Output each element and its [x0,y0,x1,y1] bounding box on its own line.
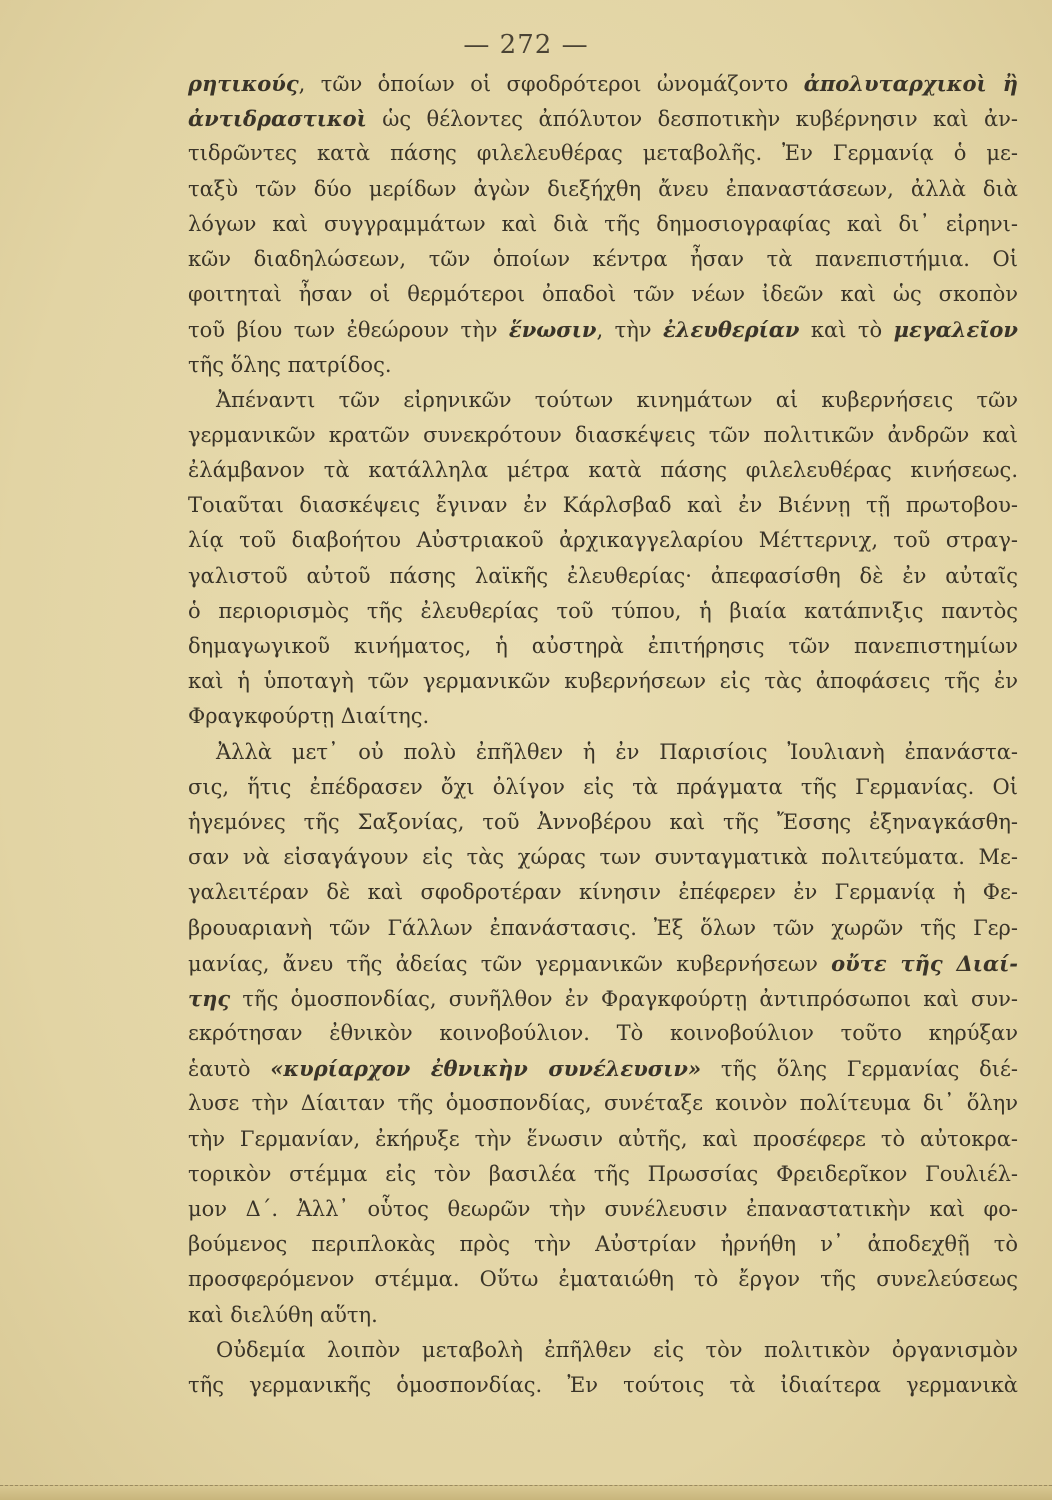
text-line [188,699,1018,734]
text-run: , τῶν ὁποίων οἱ σφοδρότεροι ὠνομάζοντο [298,72,804,96]
text-line [188,1298,1018,1333]
text-line [188,735,1018,770]
text-run: Οὐδεμία λοιπὸν μεταβολὴ ἐπῆλθεν εἰς τὸν πολιτικὸν ὀργανισμὸν [216,1337,1018,1362]
text-run: λόγων καὶ συγγραμμάτων καὶ διὰ τῆς δημοσιογραφίας καὶ δι᾽ εἰρηνι- [188,211,1018,236]
text-run: ταξὺ τῶν δύο μερίδων ἀγὼν διεξήχθη ἄνευ ἐπαναστάσεων, ἀλλὰ διὰ [188,176,1018,201]
text-run: τορικὸν στέμμα εἰς τὸν βασιλέα τῆς Πρωσσίας Φρειδερῖκον Γουλιέλ- [188,1161,1018,1186]
text-line [188,1262,1018,1297]
text-run: γαλειτέραν δὲ καὶ σφοδροτέραν κίνησιν ἐπέφερεν ἐν Γερμανίᾳ ἡ Φε- [188,880,1018,905]
text-run: Ἀλλὰ μετ᾽ οὐ πολὺ ἐπῆλθεν ἡ ἐν Παρισίοις Ἰουλιανὴ ἐπανάστα- [216,739,1018,764]
text-line [188,840,1018,875]
paragraph [188,735,1018,1333]
text-line [188,1016,1018,1051]
text-line [188,770,1018,805]
text-run: σις, ἥτις ἐπέδρασεν ὄχι ὀλίγον εἰς τὰ πράγματα τῆς Γερμανίας. Οἱ [188,774,1018,799]
text-line [188,981,1018,1016]
text-run: Φραγκφούρτῃ Διαίτης. [188,704,430,729]
text-run: ὡς θέλοντες ἀπόλυτον δεσποτικὴν κυβέρνησιν καὶ ἀν- [366,107,1018,132]
paragraph [188,66,1018,383]
text-line [188,875,1018,910]
text-run: τῆς γερμανικῆς ὁμοσπονδίας. Ἐν τούτοις τὰ ἰδιαίτερα γερμανικὰ [188,1372,1018,1397]
text-run: καὶ ἡ ὑποταγὴ τῶν γερμανικῶν κυβερνήσεων εἰς τὰς ἀποφάσεις τῆς ἐν [188,669,1018,694]
text-run: καὶ διελύθη αὕτη. [188,1302,378,1327]
emphasized-text: οὔτε τῆς Διαί- [831,950,1018,976]
emphasized-text: «κυρίαρχον ἐθνικὴν συνέλευσιν» [270,1056,702,1082]
text-run: τιδρῶντες κατὰ πάσης φιλελευθέρας μεταβολῆς. Ἐν Γερμανίᾳ ὁ με- [188,141,1018,166]
text-line [188,136,1018,171]
text-line [188,664,1018,699]
text-run: γαλιστοῦ αὐτοῦ πάσης λαϊκῆς ἐλευθερίας· ἀπεφασίσθη δὲ ἐν αὐταῖς [188,563,1018,588]
text-line [188,242,1018,277]
text-run: μον Δ΄. Ἀλλ᾽ οὗτος θεωρῶν τὴν συνέλευσιν ἐπαναστατικὴν καὶ φο- [188,1197,1018,1221]
text-line [188,66,1018,101]
emphasized-text: ἕνωσιν [508,317,597,343]
body-text [188,66,1018,1403]
text-line [188,1333,1018,1368]
text-run: ἐλάμβανον τὰ κατάλληλα μέτρα κατὰ πάσης φιλελευθέρας κινήσεως. [188,458,1018,483]
text-run: λυσε τὴν Δίαιταν τῆς ὁμοσπονδίας, συνέταξε κοινὸν πολίτευμα δι᾽ ὅλην [188,1091,1018,1116]
text-run: δημαγωγικοῦ κινήματος, ἡ αὐστηρὰ ἐπιτήρησις τῶν πανεπιστημίων [188,634,1018,658]
paragraph [188,1333,1018,1403]
emphasized-text: της [188,985,231,1011]
text-run: Τοιαῦται διασκέψεις ἔγιναν ἐν Κάρλσβαδ καὶ ἐν Βιέννῃ τῇ πρωτοβου- [188,493,1018,518]
text-run: τοῦ βίου των ἐθεώρουν τὴν [188,318,509,343]
text-run: τῆς ὁμοσπονδίας, συνῆλθον ἐν Φραγκφούρτῃ ἀντιπρόσωποι καὶ συν- [230,986,1018,1011]
text-line [188,805,1018,840]
text-line [188,559,1018,594]
text-line [188,418,1018,453]
text-run: προσφερόμενον στέμμα. Οὕτω ἐματαιώθη τὸ ἔργον τῆς συνελεύσεως [188,1267,1018,1292]
text-run: ἑαυτὸ [188,1057,271,1082]
text-run: τῆς ὅλης πατρίδος. [188,352,392,377]
emphasized-text: μεγαλεῖον [893,317,1018,343]
page-number: — 272 — [463,30,589,60]
text-line [188,1192,1018,1227]
emphasized-text: ἀντιδραστικοὶ [188,106,367,132]
text-line [188,312,1018,347]
text-run: καὶ τὸ [799,318,894,343]
text-line [188,911,1018,946]
text-line [188,1122,1018,1157]
text-run: μανίας, ἄνευ τῆς ἀδείας τῶν γερμανικῶν κυβερνήσεων [188,951,832,976]
text-run: σαν νὰ εἰσαγάγουν εἰς τὰς χώρας των συνταγματικὰ πολιτεύματα. Με- [188,845,1018,870]
text-run: εκρότησαν ἐθνικὸν κοινοβούλιον. Τὸ κοινοβούλιον τοῦτο κηρύξαν [188,1021,1018,1046]
text-line [188,946,1018,981]
text-run: τῆς ὅλης Γερμανίας διέ- [701,1057,1018,1082]
page-bottom-edge [0,1485,1052,1500]
text-line [188,383,1018,418]
text-line [188,1051,1018,1086]
text-line [188,172,1018,207]
text-line [188,594,1018,629]
paragraph [188,383,1018,735]
text-line [188,523,1018,558]
text-line [188,629,1018,664]
text-line [188,1227,1018,1262]
text-line [188,277,1018,312]
emphasized-text: ἀπολυταρχικοὶ ἢ [803,71,1018,96]
text-line [188,1157,1018,1192]
text-run: ὁ περιορισμὸς τῆς ἐλευθερίας τοῦ τύπου, ἡ βιαία κατάπνιξις παντὸς [188,598,1018,623]
text-run: λίᾳ τοῦ διαβοήτου Αὐστριακοῦ ἀρχικαγγελαρίου Μέττερνιχ, τοῦ στραγ- [188,528,1018,553]
text-line [188,488,1018,523]
text-line [188,1368,1018,1403]
text-line [188,101,1018,136]
text-line [188,453,1018,488]
text-run: γερμανικῶν κρατῶν συνεκρότουν διασκέψεις τῶν πολιτικῶν ἀνδρῶν καὶ [188,422,1018,447]
emphasized-text: ἐλευθερίαν [663,317,800,343]
emphasized-text: ρητικούς [188,71,299,96]
text-run: Ἀπέναντι τῶν εἰρηνικῶν τούτων κινημάτων αἱ κυβερνήσεις τῶν [216,387,1018,412]
text-run: βούμενος περιπλοκὰς πρὸς τὴν Αὐστρίαν ἠρνήθη ν᾽ ἀποδεχθῇ τὸ [188,1232,1018,1257]
text-run: ἡγεμόνες τῆς Σαξονίας, τοῦ Ἀννοβέρου καὶ τῆς Ἔσσης ἐξηναγκάσθη- [188,809,1018,834]
text-line [188,348,1018,383]
text-run: , τὴν [596,318,664,343]
text-run: βρουαριανὴ τῶν Γάλλων ἐπανάστασις. Ἐξ ὅλων τῶν χωρῶν τῆς Γερ- [188,915,1018,940]
text-run: κῶν διαδηλώσεων, τῶν ὁποίων κέντρα ἦσαν τὰ πανεπιστήμια. Οἱ [188,246,1018,271]
text-run: φοιτηταὶ ἦσαν οἱ θερμότεροι ὀπαδοὶ τῶν νέων ἰδεῶν καὶ ὡς σκοπὸν [188,282,1018,307]
text-run: τὴν Γερμανίαν, ἐκήρυξε τὴν ἕνωσιν αὐτῆς, καὶ προσέφερε τὸ αὐτοκρα- [188,1126,1018,1151]
text-line [188,207,1018,242]
text-line [188,1086,1018,1121]
